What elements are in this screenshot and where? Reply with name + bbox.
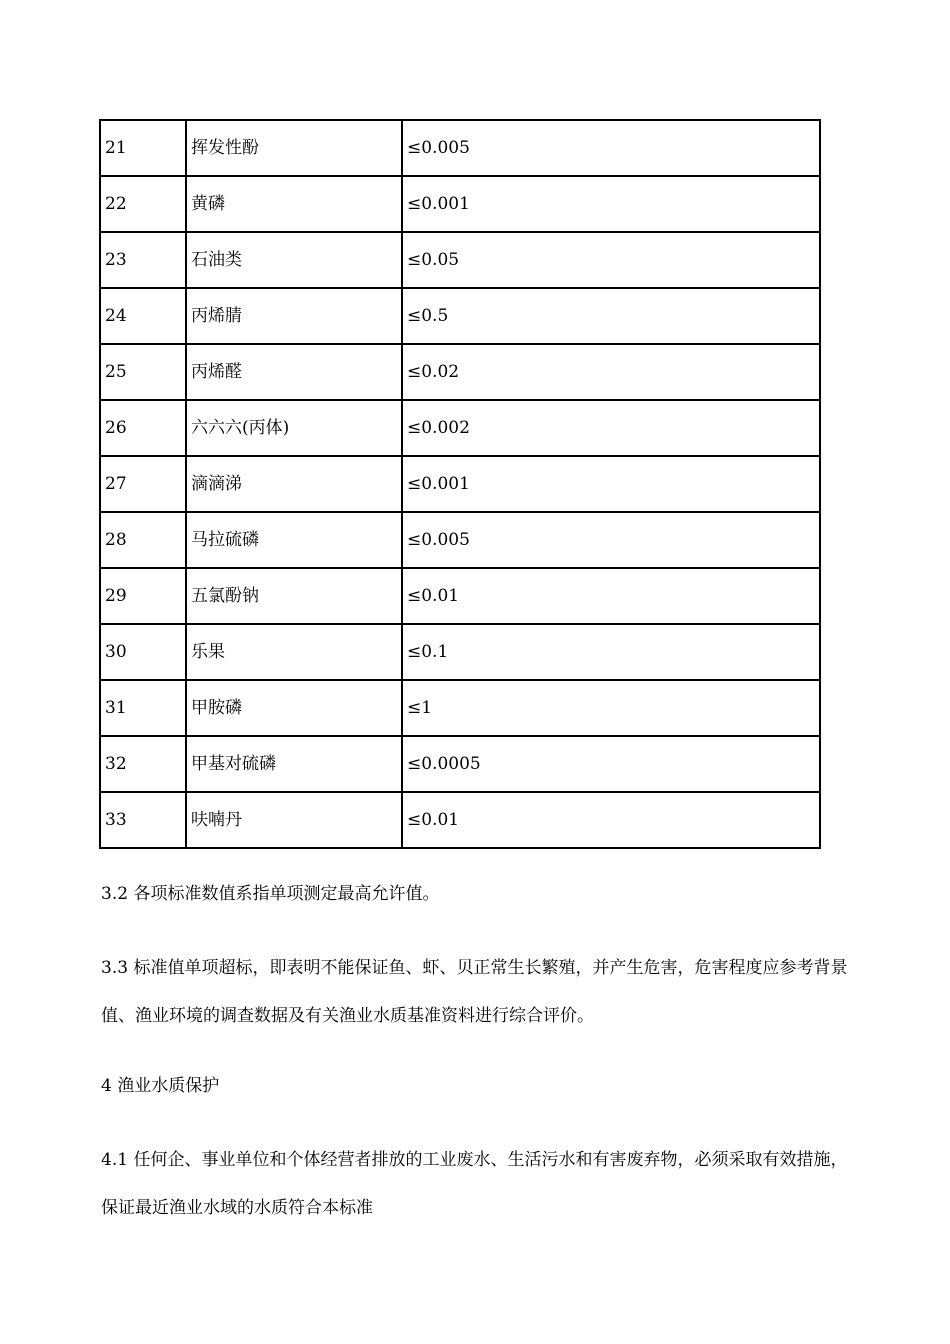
item-limit: ≤0.01 <box>402 568 820 624</box>
item-limit: ≤0.01 <box>402 792 820 848</box>
item-limit: ≤0.0005 <box>402 736 820 792</box>
table-row <box>100 624 820 680</box>
item-name: 马拉硫磷 <box>186 512 402 568</box>
paragraph-3-3: 3.3 标准值单项超标，即表明不能保证鱼、虾、贝正常生长繁殖，并产生危害，危害程度应参考背景值、渔业环境的调查数据及有关渔业水质基准资料进行综合评价。 <box>101 958 848 1026</box>
table-row <box>100 512 820 568</box>
item-number: 33 <box>100 792 186 848</box>
item-limit: ≤0.05 <box>402 232 820 288</box>
item-number: 31 <box>100 680 186 736</box>
item-limit: ≤0.002 <box>402 400 820 456</box>
item-limit: ≤0.1 <box>402 624 820 680</box>
item-number: 30 <box>100 624 186 680</box>
table-row <box>100 400 820 456</box>
standard-values-table <box>99 119 821 849</box>
item-limit: ≤0.005 <box>402 120 820 176</box>
table-row <box>100 176 820 232</box>
item-name: 石油类 <box>186 232 402 288</box>
item-number: 26 <box>100 400 186 456</box>
item-name: 丙烯腈 <box>186 288 402 344</box>
paragraph-3-2: 3.2 各项标准数值系指单项测定最高允许值。 <box>101 884 440 904</box>
item-name: 乐果 <box>186 624 402 680</box>
item-limit: ≤1 <box>402 680 820 736</box>
table-row <box>100 344 820 400</box>
table-row <box>100 288 820 344</box>
item-name: 六六六(丙体) <box>186 400 402 456</box>
item-name: 丙烯醛 <box>186 344 402 400</box>
item-number: 27 <box>100 456 186 512</box>
item-name: 甲基对硫磷 <box>186 736 402 792</box>
paragraph-4-1: 4.1 任何企、事业单位和个体经营者排放的工业废水、生活污水和有害废弃物，必须采取有效措施，保证最近渔业水域的水质符合本标准 <box>101 1150 848 1218</box>
item-number: 25 <box>100 344 186 400</box>
table-body <box>100 120 820 848</box>
item-number: 28 <box>100 512 186 568</box>
item-number: 21 <box>100 120 186 176</box>
item-name: 挥发性酚 <box>186 120 402 176</box>
item-name: 呋喃丹 <box>186 792 402 848</box>
table-row <box>100 736 820 792</box>
item-name: 滴滴涕 <box>186 456 402 512</box>
table-row <box>100 456 820 512</box>
item-limit: ≤0.001 <box>402 176 820 232</box>
item-limit: ≤0.02 <box>402 344 820 400</box>
section-heading-4: 4 渔业水质保护 <box>101 1076 220 1096</box>
item-name: 五氯酚钠 <box>186 568 402 624</box>
table-row <box>100 792 820 848</box>
table-row <box>100 568 820 624</box>
table-row <box>100 120 820 176</box>
item-limit: ≤0.005 <box>402 512 820 568</box>
item-name: 黄磷 <box>186 176 402 232</box>
item-number: 22 <box>100 176 186 232</box>
item-limit: ≤0.5 <box>402 288 820 344</box>
item-number: 23 <box>100 232 186 288</box>
item-number: 29 <box>100 568 186 624</box>
table-row <box>100 680 820 736</box>
item-name: 甲胺磷 <box>186 680 402 736</box>
item-number: 32 <box>100 736 186 792</box>
table-row <box>100 232 820 288</box>
item-number: 24 <box>100 288 186 344</box>
item-limit: ≤0.001 <box>402 456 820 512</box>
